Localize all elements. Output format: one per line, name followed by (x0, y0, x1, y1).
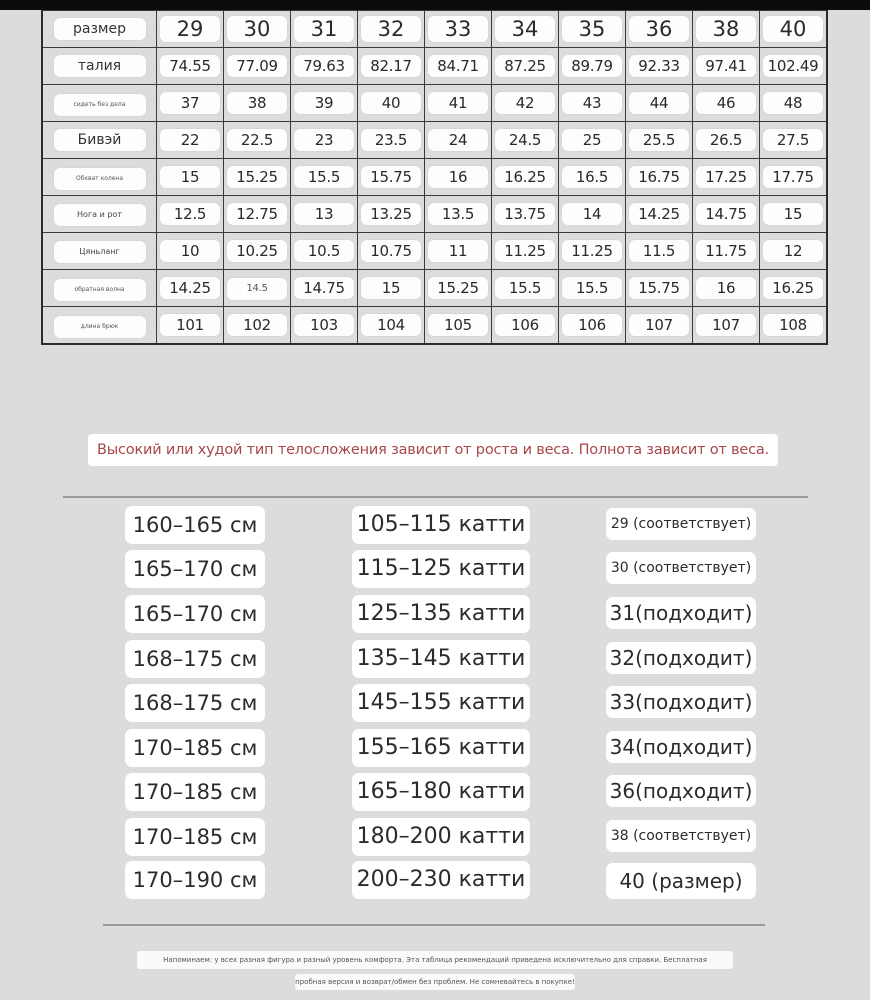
recommended-size: 30 (соответствует) (606, 552, 756, 584)
row-label-back-rise: обратная волна (54, 279, 146, 301)
footer-disclaimer-line1: Напоминаем: у всех разная фигура и разный уровень комфорта. Эта таблица рекомендаций приведена исключительно для справки. Бесплатная (137, 951, 733, 969)
table-cell: 103 (294, 314, 354, 336)
weight-range: 125–135 катти (352, 595, 530, 633)
table-cell: 41 (428, 92, 488, 114)
table-cell: 12 (763, 240, 823, 262)
table-cell: 10 (160, 240, 220, 262)
row-label-front-rise: Цяньланг (54, 241, 146, 263)
table-cell: 17.25 (696, 166, 756, 188)
table-row (42, 48, 827, 85)
table-cell: 97.41 (696, 55, 756, 77)
weight-range: 200–230 катти (352, 861, 530, 899)
row-label-seat: сидеть без дела (54, 94, 146, 116)
recommended-size: 38 (соответствует) (606, 820, 756, 852)
size-36: 36 (629, 16, 689, 42)
row-label-knee: Обхват колена (54, 168, 146, 190)
table-cell: 10.75 (361, 240, 421, 262)
table-cell: 44 (629, 92, 689, 114)
size-38: 38 (696, 16, 756, 42)
weight-range: 180–200 катти (352, 818, 530, 856)
table-cell: 24.5 (495, 129, 555, 151)
row-label-waist: талия (54, 55, 146, 77)
size-33: 33 (428, 16, 488, 42)
table-cell: 46 (696, 92, 756, 114)
recommended-size: 32(подходит) (606, 642, 756, 674)
table-cell: 77.09 (227, 55, 287, 77)
row-label-pants-length: длина брюк (54, 316, 146, 338)
weight-range: 105–115 катти (352, 506, 530, 544)
height-range: 168–175 см (125, 684, 265, 722)
table-cell: 11.25 (562, 240, 622, 262)
table-cell: 15.25 (227, 166, 287, 188)
table-cell: 16 (696, 277, 756, 299)
table-cell: 40 (361, 92, 421, 114)
table-cell: 11.5 (629, 240, 689, 262)
recommended-size: 33(подходит) (606, 686, 756, 718)
table-cell: 79.63 (294, 55, 354, 77)
recommended-size: 29 (соответствует) (606, 508, 756, 540)
table-cell: 84.71 (428, 55, 488, 77)
table-cell: 23 (294, 129, 354, 151)
size-31: 31 (294, 16, 354, 42)
table-cell: 11 (428, 240, 488, 262)
weight-range: 115–125 катти (352, 550, 530, 588)
table-cell: 15 (763, 203, 823, 225)
table-row (42, 270, 827, 307)
height-range: 165–170 см (125, 595, 265, 633)
recommended-size: 36(подходит) (606, 775, 756, 807)
table-cell: 27.5 (763, 129, 823, 151)
table-cell: 82.17 (361, 55, 421, 77)
size-32: 32 (361, 16, 421, 42)
height-range: 165–170 см (125, 550, 265, 588)
weight-range: 135–145 катти (352, 640, 530, 678)
table-cell: 15.75 (629, 277, 689, 299)
table-cell: 10.25 (227, 240, 287, 262)
table-cell: 14.75 (696, 203, 756, 225)
table-cell: 25 (562, 129, 622, 151)
table-cell: 48 (763, 92, 823, 114)
recommended-size: 31(подходит) (606, 597, 756, 629)
size-35: 35 (562, 16, 622, 42)
size-29: 29 (160, 16, 220, 42)
table-cell: 106 (495, 314, 555, 336)
table-cell: 15.5 (495, 277, 555, 299)
table-cell: 13.75 (495, 203, 555, 225)
table-cell: 15.25 (428, 277, 488, 299)
table-cell: 38 (227, 92, 287, 114)
size-30: 30 (227, 16, 287, 42)
table-cell: 107 (696, 314, 756, 336)
table-cell: 43 (562, 92, 622, 114)
table-cell: 39 (294, 92, 354, 114)
height-range: 170–185 см (125, 729, 265, 767)
table-cell: 14.25 (160, 277, 220, 299)
table-cell: 87.25 (495, 55, 555, 77)
table-cell: 13.25 (361, 203, 421, 225)
size-header-label: размер (54, 18, 146, 40)
size-34: 34 (495, 16, 555, 42)
footer-disclaimer-line2: пробная версия и возврат/обмен без проблем. Не сомневайтесь в покупке! (295, 974, 575, 990)
recommended-size: 34(подходит) (606, 731, 756, 763)
table-cell: 15 (361, 277, 421, 299)
table-cell: 12.75 (227, 203, 287, 225)
table-cell: 16.75 (629, 166, 689, 188)
table-cell: 107 (629, 314, 689, 336)
table-cell: 15.75 (361, 166, 421, 188)
body-type-notice: Высокий или худой тип телосложения зависит от роста и веса. Полнота зависит от веса. (88, 434, 778, 466)
table-cell: 37 (160, 92, 220, 114)
row-label-thigh: Бивэй (54, 129, 146, 151)
recommended-size: 40 (размер) (606, 863, 756, 899)
height-range: 168–175 см (125, 640, 265, 678)
size-header-row (42, 11, 827, 48)
table-cell: 11.75 (696, 240, 756, 262)
table-cell: 14.5 (227, 278, 287, 300)
table-cell: 92.33 (629, 55, 689, 77)
table-row (42, 85, 827, 122)
table-row (42, 196, 827, 233)
weight-range: 145–155 катти (352, 684, 530, 722)
table-row (42, 159, 827, 196)
table-cell: 16.25 (763, 277, 823, 299)
table-cell: 14.25 (629, 203, 689, 225)
table-cell: 12.5 (160, 203, 220, 225)
table-cell: 22.5 (227, 129, 287, 151)
table-cell: 13 (294, 203, 354, 225)
table-cell: 89.79 (562, 55, 622, 77)
table-cell: 104 (361, 314, 421, 336)
size-chart-table (41, 10, 828, 345)
table-cell: 22 (160, 129, 220, 151)
table-cell: 42 (495, 92, 555, 114)
table-cell: 15.5 (562, 277, 622, 299)
table-cell: 23.5 (361, 129, 421, 151)
height-range: 170–185 см (125, 773, 265, 811)
table-cell: 105 (428, 314, 488, 336)
table-row (42, 122, 827, 159)
weight-range: 155–165 катти (352, 729, 530, 767)
table-cell: 10.5 (294, 240, 354, 262)
table-cell: 74.55 (160, 55, 220, 77)
table-cell: 16.5 (562, 166, 622, 188)
table-row (42, 233, 827, 270)
table-cell: 15.5 (294, 166, 354, 188)
weight-range: 165–180 катти (352, 773, 530, 811)
table-cell: 16.25 (495, 166, 555, 188)
table-cell: 16 (428, 166, 488, 188)
table-cell: 101 (160, 314, 220, 336)
divider-bottom (103, 924, 765, 926)
top-edge (0, 0, 870, 10)
table-cell: 15 (160, 166, 220, 188)
row-label-leg-opening: Нога и рот (54, 204, 146, 226)
table-cell: 11.25 (495, 240, 555, 262)
table-cell: 25.5 (629, 129, 689, 151)
height-range: 170–185 см (125, 818, 265, 856)
table-cell: 14 (562, 203, 622, 225)
table-row (42, 307, 827, 345)
height-range: 170–190 см (125, 861, 265, 899)
table-cell: 108 (763, 314, 823, 336)
table-cell: 17.75 (763, 166, 823, 188)
divider-top (63, 496, 808, 498)
height-range: 160–165 см (125, 506, 265, 544)
table-cell: 102.49 (763, 55, 823, 77)
table-cell: 13.5 (428, 203, 488, 225)
table-cell: 106 (562, 314, 622, 336)
table-cell: 24 (428, 129, 488, 151)
table-cell: 14.75 (294, 277, 354, 299)
table-cell: 102 (227, 314, 287, 336)
size-40: 40 (763, 16, 823, 42)
table-cell: 26.5 (696, 129, 756, 151)
